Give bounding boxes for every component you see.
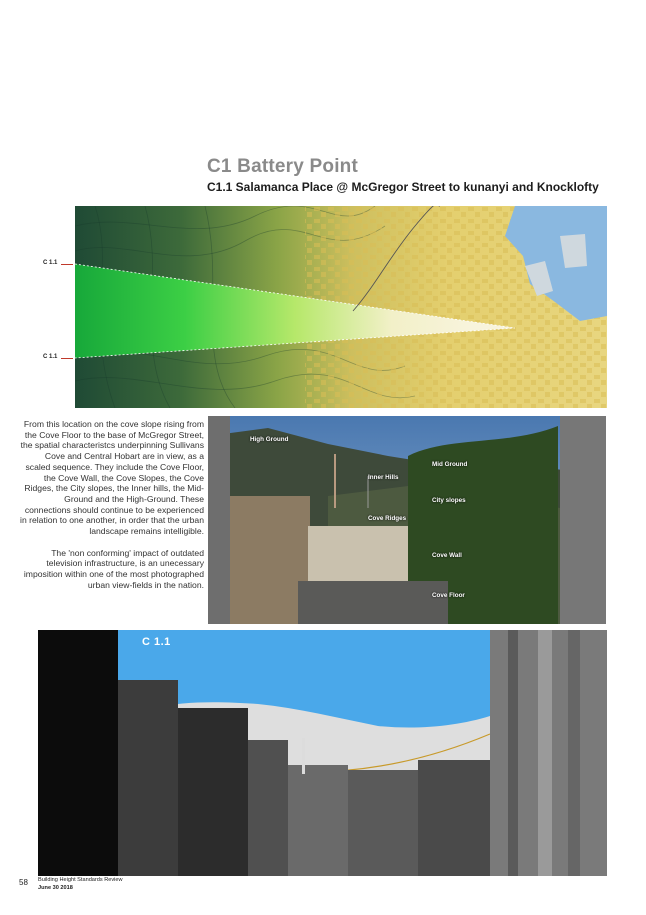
label-cove-floor: Cove Floor bbox=[432, 592, 465, 599]
label-mid-ground: Mid Ground bbox=[432, 461, 468, 468]
label-high-ground: High Ground bbox=[250, 436, 289, 443]
paragraph-tv-infrastructure: The 'non conforming' impact of outdated television infrastructure, is an unecessary imposition within one of the most photographed urban view-fields in the nation. bbox=[23, 547, 204, 590]
body-text bbox=[18, 419, 204, 602]
render-tower bbox=[302, 738, 305, 774]
view-corridor-map bbox=[75, 206, 607, 408]
model-render bbox=[38, 630, 607, 876]
section-title: C1 Battery Point bbox=[207, 156, 359, 177]
view-subtitle: C1.1 Salamanca Place @ McGregor Street to kunanyi and Knocklofty bbox=[207, 180, 599, 194]
render-view-label: C 1.1 bbox=[142, 636, 171, 648]
right-building bbox=[560, 416, 606, 624]
render-graphic bbox=[38, 630, 607, 876]
label-cove-ridges: Cove Ridges bbox=[368, 515, 407, 522]
footer-date: June 30 2018 bbox=[38, 885, 73, 891]
street bbox=[298, 581, 448, 624]
footer-document-title: Building Height Standards Review bbox=[38, 877, 123, 883]
map-marker-bottom: C 1.1 bbox=[43, 354, 58, 360]
map-graphic bbox=[75, 206, 607, 408]
marker-leader-line bbox=[61, 264, 73, 265]
left-building bbox=[208, 416, 230, 624]
paragraph-view-description: From this location on the cove slope rising from the Cove Floor to the base of McGregor Street, the spatial characteristcs underpinning Sullivans Cove and Central Hobart are in view, as a scaled sequence. They include the Cove Floor, the Cove Wall, the Cove Slopes, the Cove Ridges, the City slopes, the Inner hills, the Mid-Ground and the High-Ground. These connections should continue to be experienced in relation to one another, in order that the urban landscape remains intelligible. bbox=[20, 419, 204, 537]
label-cove-wall: Cove Wall bbox=[432, 552, 462, 559]
label-inner-hills: Inner Hills bbox=[368, 474, 399, 481]
street-view-photo bbox=[208, 416, 606, 624]
photo-graphic bbox=[208, 416, 606, 624]
city-buildings bbox=[308, 526, 418, 586]
label-city-slopes: City slopes bbox=[432, 497, 466, 504]
marker-leader-line bbox=[61, 358, 73, 359]
render-left-wall bbox=[38, 630, 118, 876]
map-marker-top: C 1.1 bbox=[43, 260, 58, 266]
page-number: 58 bbox=[19, 878, 28, 887]
